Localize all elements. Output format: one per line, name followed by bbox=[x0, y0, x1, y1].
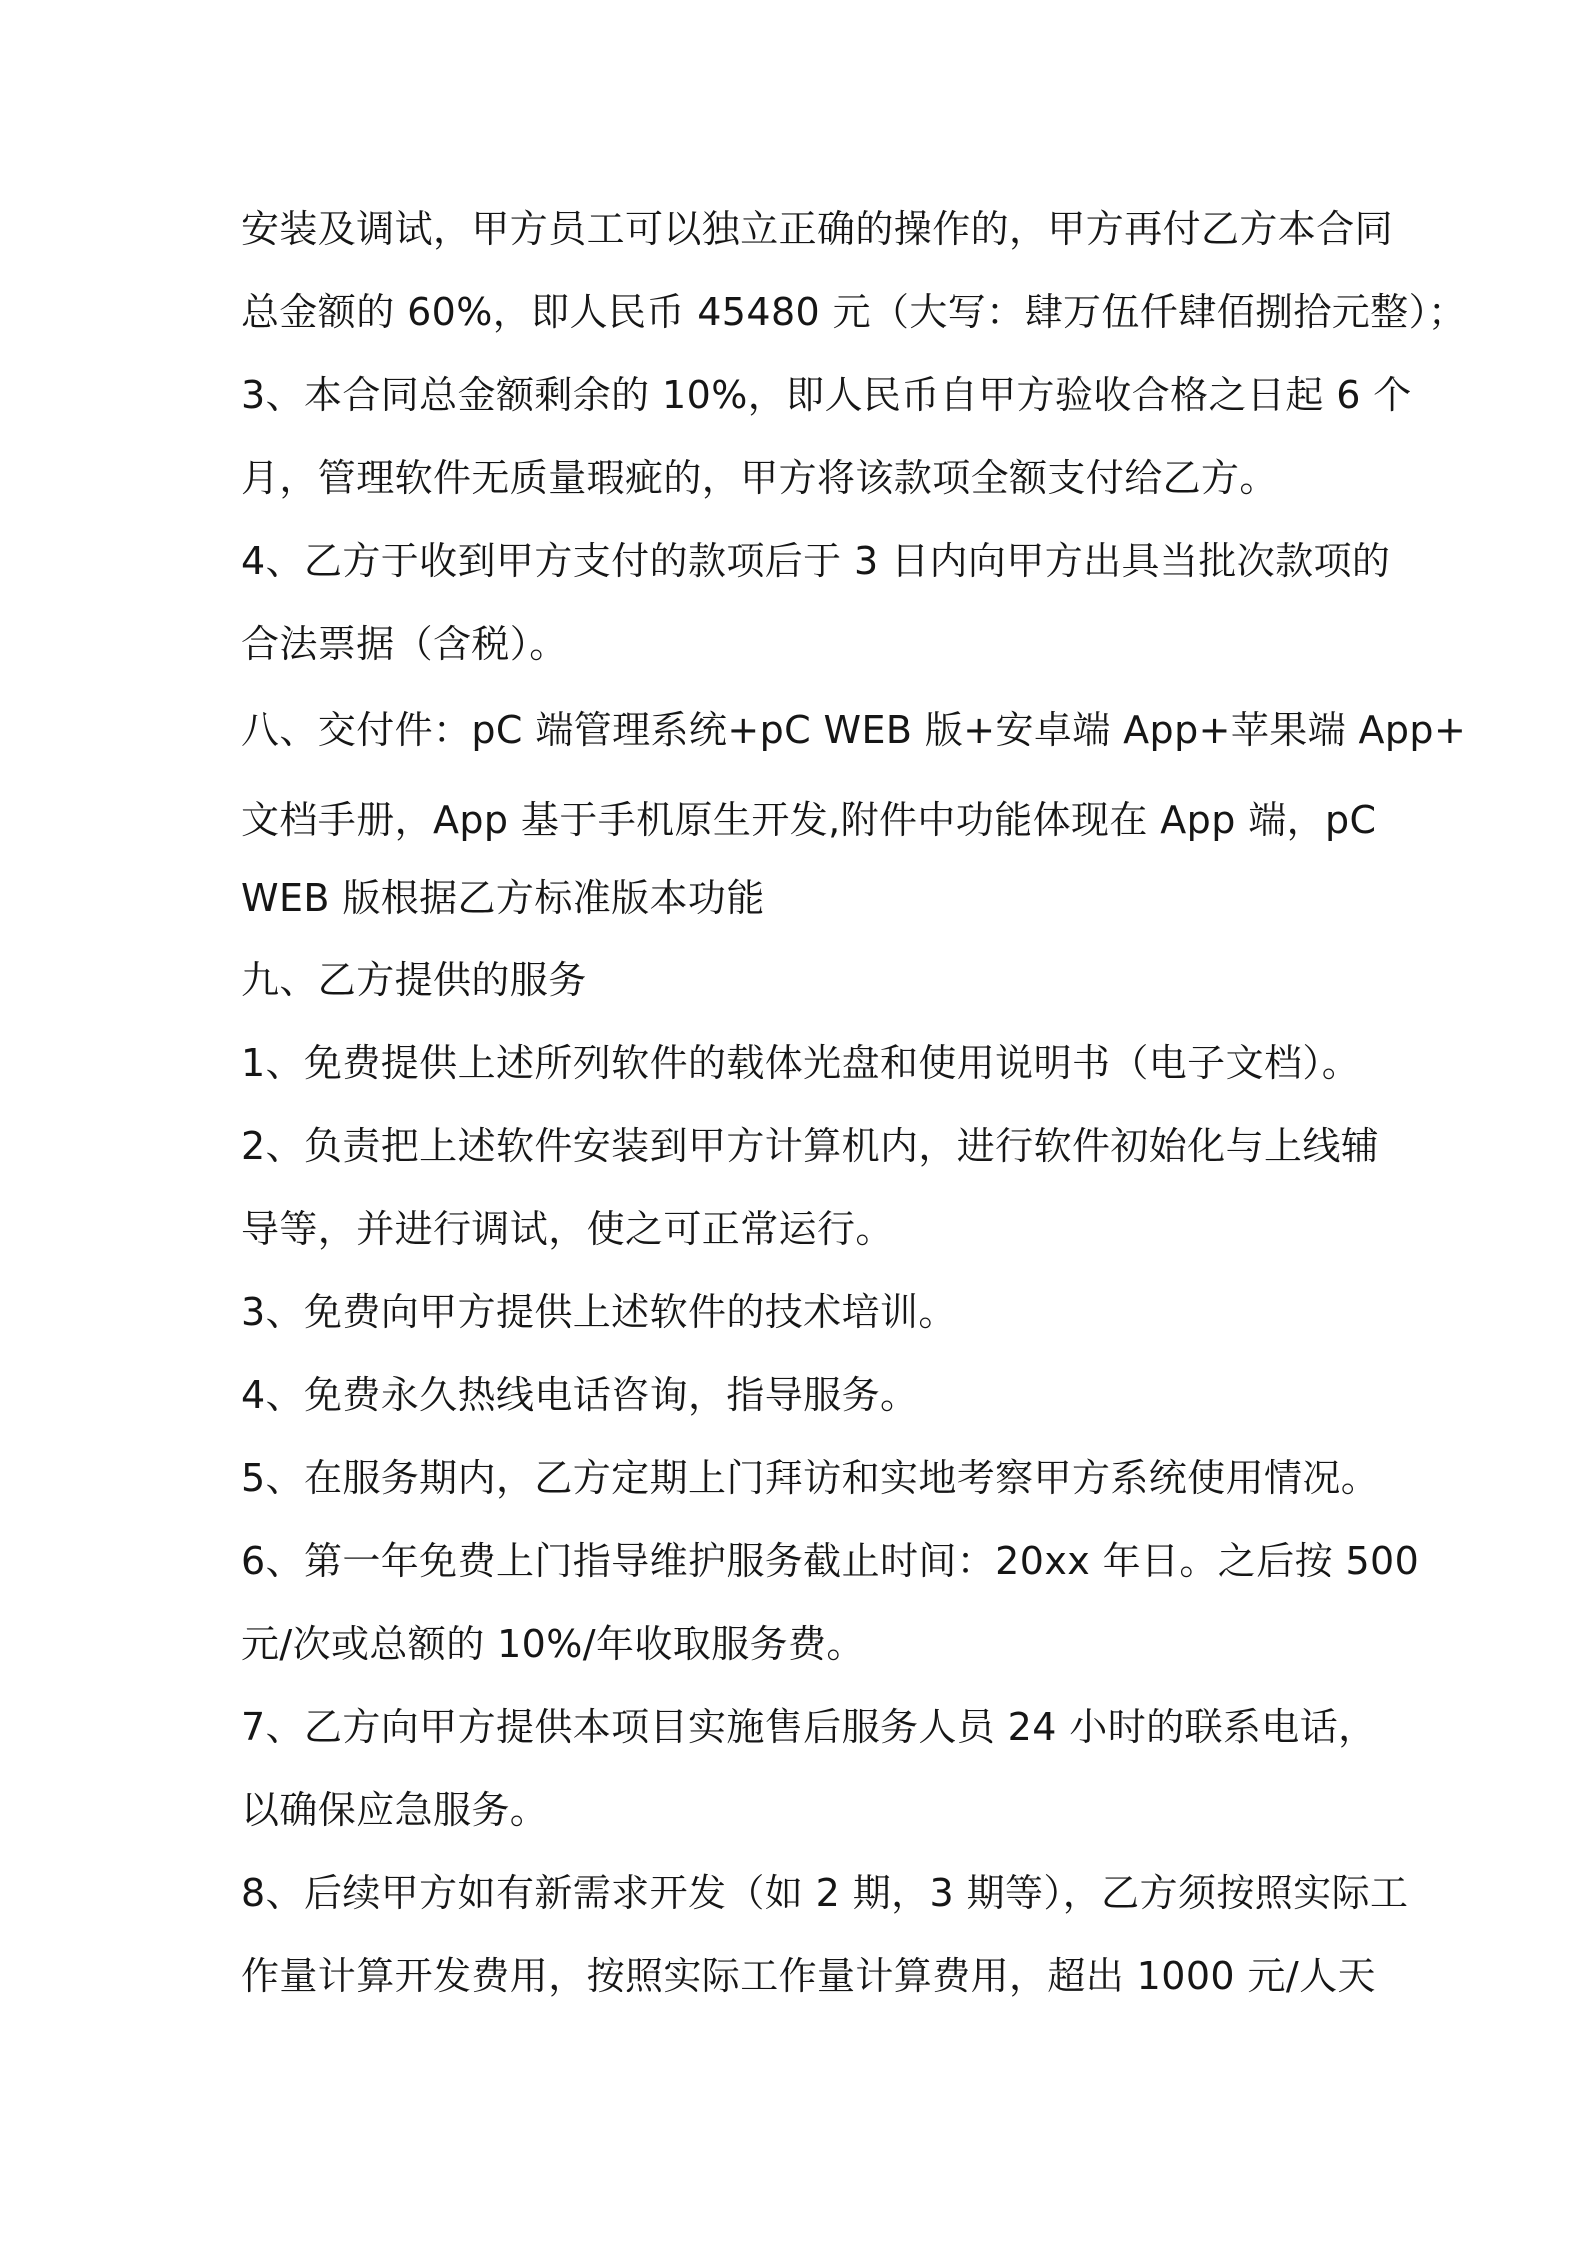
text-line: 元/次或总额的 10%/年收取服务费。 bbox=[241, 1622, 865, 1666]
text-line: 合法票据（含税）。 bbox=[241, 622, 568, 666]
text-line: 导等，并进行调试，使之可正常运行。 bbox=[241, 1207, 894, 1251]
text-line: 总金额的 60%，即人民币 45480 元（大写：肆万伍仟肆佰捌拾元整）； bbox=[241, 290, 1467, 334]
text-line: 以确保应急服务。 bbox=[241, 1788, 549, 1832]
text-line: 八、交付件：pC 端管理系统+pC WEB 版+安卓端 App+苹果端 App+ bbox=[241, 708, 1467, 752]
text-line: 安装及调试，甲方员工可以独立正确的操作的，甲方再付乙方本合同 bbox=[241, 207, 1394, 251]
text-line: 3、免费向甲方提供上述软件的技术培训。 bbox=[241, 1290, 957, 1334]
text-line: 5、在服务期内，乙方定期上门拜访和实地考察甲方系统使用情况。 bbox=[241, 1456, 1380, 1500]
text-line: 文档手册，App 基于手机原生开发,附件中功能体现在 App 端，pC bbox=[241, 798, 1377, 842]
text-line: 6、第一年免费上门指导维护服务截止时间：20xx 年日。之后按 500 bbox=[241, 1539, 1420, 1583]
text-line: 3、本合同总金额剩余的 10%，即人民币自甲方验收合格之日起 6 个 bbox=[241, 373, 1412, 417]
text-line: 8、后续甲方如有新需求开发（如 2 期，3 期等），乙方须按照实际工 bbox=[241, 1871, 1409, 1915]
text-line: 月，管理软件无质量瑕疵的，甲方将该款项全额支付给乙方。 bbox=[241, 456, 1278, 500]
text-line: 2、负责把上述软件安装到甲方计算机内，进行软件初始化与上线辅 bbox=[241, 1124, 1380, 1168]
text-line: 7、乙方向甲方提供本项目实施售后服务人员 24 小时的联系电话， bbox=[241, 1705, 1377, 1749]
text-line: 作量计算开发费用，按照实际工作量计算费用，超出 1000 元/人天 bbox=[241, 1954, 1376, 1998]
text-line: 1、免费提供上述所列软件的载体光盘和使用说明书（电子文档）。 bbox=[241, 1041, 1361, 1085]
text-line: 4、乙方于收到甲方支付的款项后于 3 日内向甲方出具当批次款项的 bbox=[241, 539, 1391, 583]
section-heading: 九、乙方提供的服务 bbox=[241, 958, 587, 1002]
text-line: 4、免费永久热线电话咨询，指导服务。 bbox=[241, 1373, 919, 1417]
text-line: WEB 版根据乙方标准版本功能 bbox=[241, 876, 765, 920]
